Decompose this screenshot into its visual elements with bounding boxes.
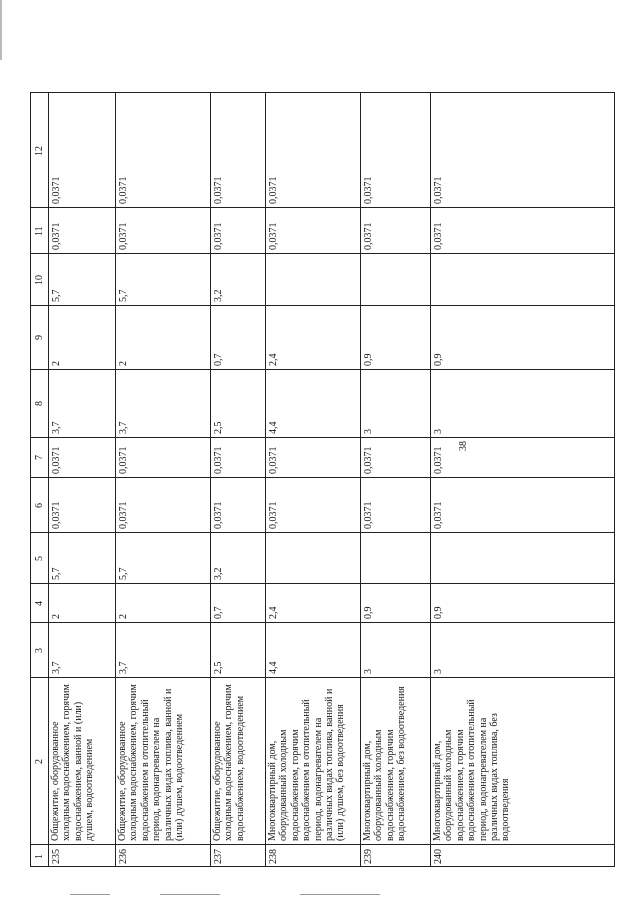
value-cell: 3 (363, 429, 374, 434)
row-description-line: различных видах топлива, без (489, 713, 500, 841)
value-cell: 0,9 (363, 606, 374, 619)
value-cell: 0,0371 (118, 501, 129, 529)
row-description-line: период, водонагревателем на (312, 717, 324, 841)
value-cell: 0,0371 (213, 446, 224, 474)
row-number: 236 (118, 849, 129, 864)
value-cell: 0,0371 (51, 176, 62, 204)
value-cell: 4,4 (268, 661, 279, 674)
norms-table (30, 92, 615, 867)
value-cell: 0,0371 (213, 222, 224, 250)
column-separator (30, 207, 615, 208)
value-cell: 2 (118, 361, 129, 366)
column-separator (30, 866, 615, 867)
row-description-line: Многоквартирный дом, (362, 740, 373, 841)
row-description-line: водоснабжением в отопительный (139, 699, 151, 841)
column-separator (30, 532, 615, 533)
value-cell: 4,4 (268, 421, 279, 434)
value-cell: 0,0371 (268, 222, 279, 250)
value-cell: 3,7 (118, 421, 129, 434)
value-cell: 0,0371 (363, 222, 374, 250)
value-cell: 0,0371 (213, 176, 224, 204)
value-cell: 3,2 (213, 289, 224, 302)
value-cell: 0,0371 (363, 446, 374, 474)
column-header: 10 (34, 275, 45, 285)
value-cell: 0,0371 (118, 222, 129, 250)
value-cell: 2 (118, 614, 129, 619)
value-cell: 5,7 (51, 289, 62, 302)
value-cell: 0,0371 (433, 222, 444, 250)
row-description-line: (или) душем, без водоотведения (335, 704, 347, 841)
row-separator (265, 92, 266, 867)
row-separator (48, 92, 49, 867)
row-number: 238 (268, 849, 279, 864)
row-description-line: водоснабжением, горячим (454, 729, 466, 841)
column-header: 3 (34, 648, 45, 653)
value-cell: 5,7 (118, 289, 129, 302)
row-description-line: водоснабжением, горячим (289, 729, 301, 841)
row-description-line: водоснабжением в отопительный (466, 699, 478, 841)
column-separator (30, 677, 615, 678)
row-description-line: оборудованный холодным (443, 729, 455, 841)
value-cell: 2,5 (213, 421, 224, 434)
column-header: 2 (34, 759, 45, 764)
row-separator (210, 92, 211, 867)
row-description-line: различных видах топлива, ванной и (324, 688, 335, 841)
row-separator (430, 92, 431, 867)
value-cell: 2,4 (268, 353, 279, 366)
column-header: 8 (34, 401, 45, 406)
row-number: 239 (363, 849, 374, 864)
column-header: 7 (34, 455, 45, 460)
value-cell: 3,7 (118, 661, 129, 674)
row-number: 240 (433, 849, 444, 864)
value-cell: 0,9 (363, 353, 374, 366)
column-separator (30, 477, 615, 478)
row-description-line: водоснабжением, водоотведением (234, 695, 246, 841)
value-cell: 0,9 (433, 353, 444, 366)
value-cell: 0,0371 (268, 501, 279, 529)
value-cell: 0,0371 (433, 446, 444, 474)
value-cell: 3 (433, 429, 444, 434)
scan-artifact (70, 894, 110, 895)
value-cell: 5,7 (118, 567, 129, 580)
value-cell: 0,0371 (51, 446, 62, 474)
value-cell: 3,2 (213, 567, 224, 580)
row-description-line: Многоквартирный дом, (267, 740, 278, 841)
scan-artifact (300, 894, 380, 895)
value-cell: 0,0371 (51, 222, 62, 250)
value-cell: 2 (51, 614, 62, 619)
value-cell: 0,0371 (363, 176, 374, 204)
row-separator (614, 92, 615, 867)
row-description-line: Общежитие, оборудованное (212, 721, 223, 841)
value-cell: 2,5 (213, 661, 224, 674)
row-separator (115, 92, 116, 867)
value-cell: 0,0371 (433, 176, 444, 204)
value-cell: 3 (363, 669, 374, 674)
column-header: 4 (34, 601, 45, 606)
value-cell: 2,4 (268, 606, 279, 619)
row-description-line: оборудованный холодным (373, 729, 385, 841)
row-description-line: период, водонагревателем на (151, 717, 163, 841)
row-description-line: (или) душем, водоотведением (174, 713, 185, 841)
column-header: 5 (34, 556, 45, 561)
column-separator (30, 92, 615, 93)
value-cell: 0,0371 (118, 446, 129, 474)
row-number: 237 (213, 849, 224, 864)
scan-edge-mark (0, 0, 2, 60)
column-separator (30, 305, 615, 306)
column-header: 1 (34, 854, 45, 859)
column-separator (30, 437, 615, 438)
value-cell: 2 (51, 361, 62, 366)
row-description-line: различных видах топлива, ванной и (162, 688, 174, 841)
value-cell: 0,7 (213, 606, 224, 619)
column-separator (30, 583, 615, 584)
value-cell: 5,7 (51, 567, 62, 580)
row-description-line: холодным водоснабжением, горячим (61, 684, 73, 841)
value-cell: 0,0371 (363, 501, 374, 529)
value-cell: 3 (433, 669, 444, 674)
row-description-line: Многоквартирный дом, (432, 740, 443, 841)
row-description-line: водоснабжением, ванной и (или) (72, 701, 84, 841)
row-number: 235 (51, 849, 62, 864)
column-separator (30, 622, 615, 623)
column-separator (30, 369, 615, 370)
value-cell: 0,0371 (268, 176, 279, 204)
value-cell: 0,0371 (118, 176, 129, 204)
row-description-line: водоотведения (500, 778, 512, 841)
row-description-line: оборудованный холодным (278, 729, 290, 841)
column-header: 9 (34, 335, 45, 340)
column-header: 6 (34, 503, 45, 508)
row-description-line: душем, водоотведением (84, 738, 96, 841)
row-description-line: Общежитие, оборудованное (50, 721, 61, 841)
value-cell: 0,0371 (213, 501, 224, 529)
page-number: 38 (458, 441, 469, 451)
row-description-line: водоснабжением, без водоотведения (396, 686, 408, 841)
column-header: 11 (34, 226, 45, 236)
column-header: 12 (34, 146, 45, 156)
value-cell: 3,7 (51, 661, 62, 674)
column-separator (30, 253, 615, 254)
value-cell: 0,7 (213, 353, 224, 366)
row-description-line: период, водонагревателем на (477, 717, 489, 841)
row-description-line: водоснабжением в отопительный (301, 699, 313, 841)
row-separator (30, 92, 31, 867)
row-description-line: водоснабжением, горячим (384, 729, 396, 841)
value-cell: 0,9 (433, 606, 444, 619)
column-separator (30, 844, 615, 845)
value-cell: 0,0371 (433, 501, 444, 529)
row-description-line: Общежитие, оборудованное (117, 721, 128, 841)
value-cell: 0,0371 (51, 501, 62, 529)
row-description-line: холодным водоснабжением, горячим (128, 684, 140, 841)
row-description-line: холодным водоснабжением, горячим (223, 684, 235, 841)
row-separator (360, 92, 361, 867)
value-cell: 3,7 (51, 421, 62, 434)
scan-artifact (160, 894, 220, 895)
value-cell: 0,0371 (268, 446, 279, 474)
